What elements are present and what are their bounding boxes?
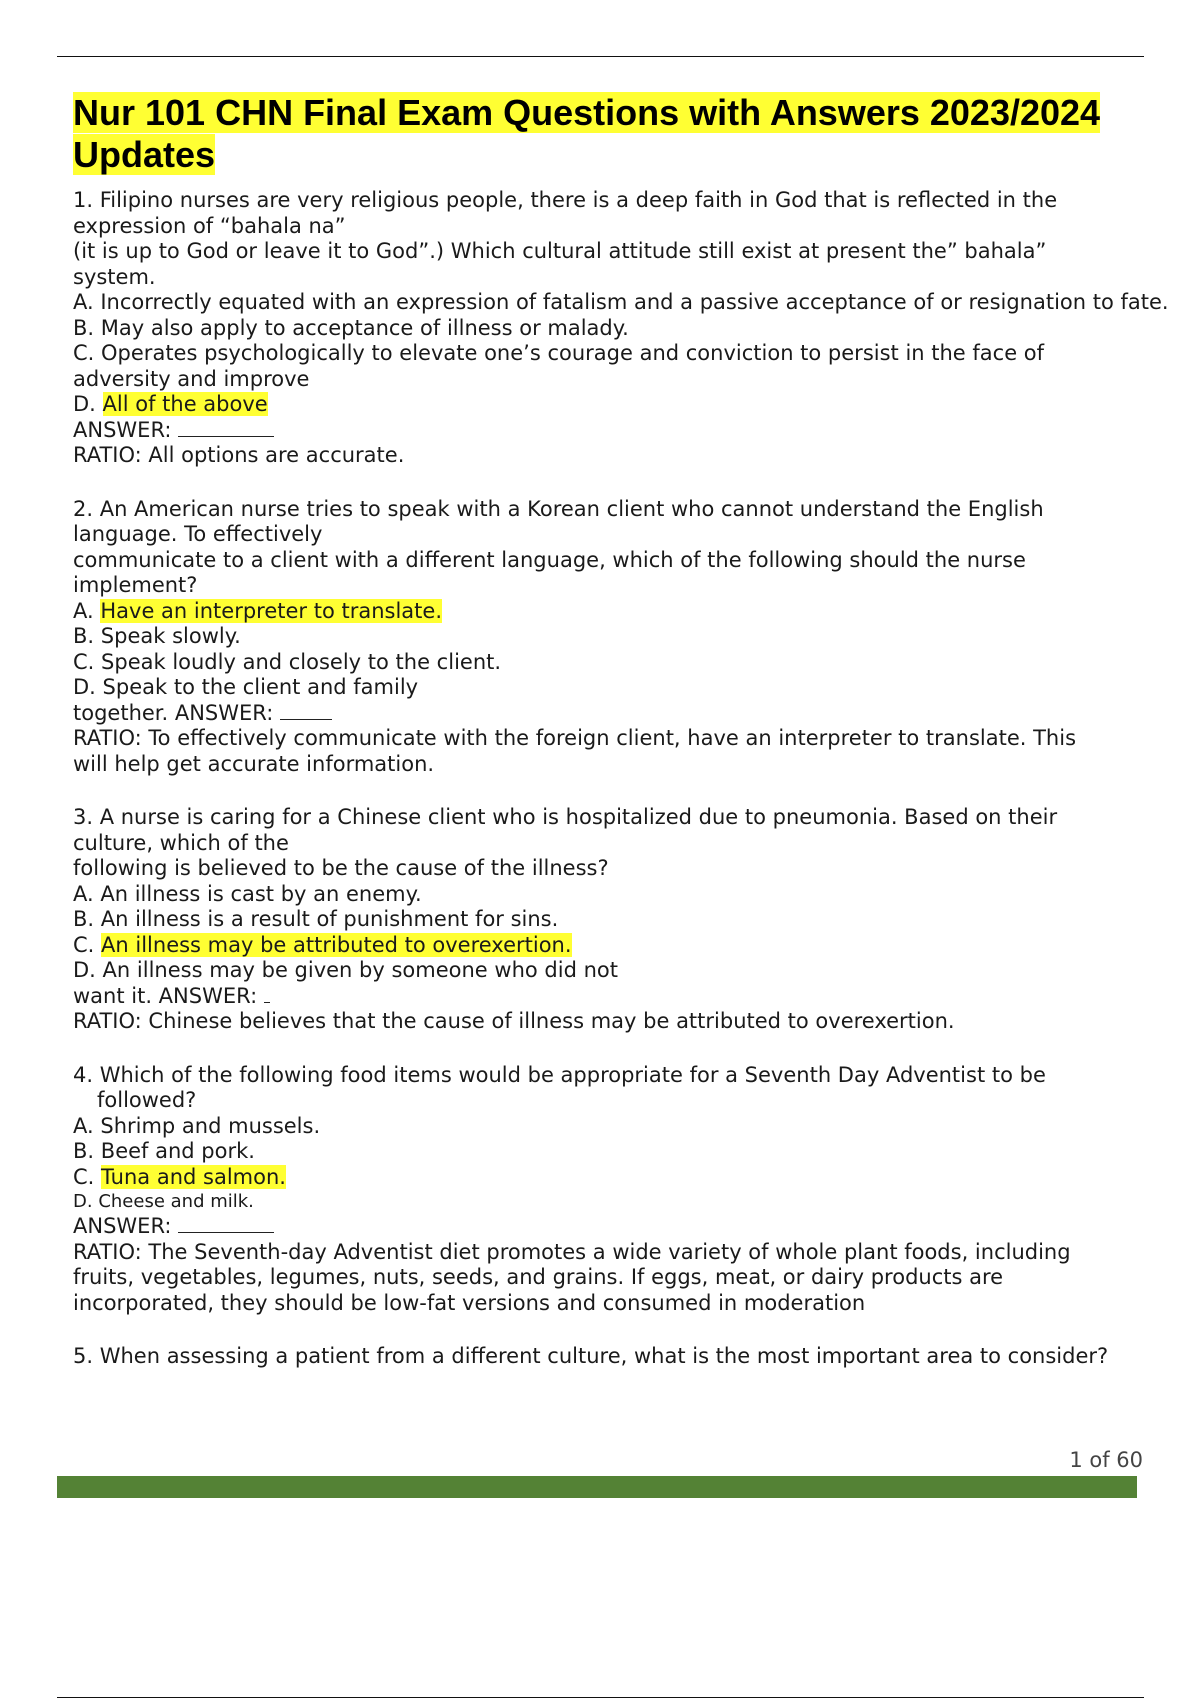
question-text-line: followed? bbox=[97, 1088, 197, 1112]
question-text-line: language. To effectively bbox=[73, 522, 323, 546]
ratio-text: incorporated, they should be low-fat versions and consumed in moderation bbox=[73, 1290, 866, 1315]
option-d: D. An illness may be given by someone who did not bbox=[73, 958, 618, 982]
bottom-rule bbox=[57, 1697, 1144, 1698]
question-1 bbox=[73, 188, 1173, 469]
option-a: A. Incorrectly equated with an expression of fatalism and a passive acceptance of or resignation to fate. bbox=[73, 290, 1169, 314]
option-c: C. Speak loudly and closely to the client. bbox=[73, 649, 502, 674]
question-text-line: 2. An American nurse tries to speak with a Korean client who cannot understand the English bbox=[73, 496, 1044, 521]
answer-line: together. ANSWER: bbox=[73, 701, 1173, 727]
document-title bbox=[73, 92, 1173, 176]
option-d: D. Speak to the client and family bbox=[73, 675, 419, 699]
option-d: D. Cheese and milk. bbox=[73, 1191, 254, 1212]
document-body bbox=[73, 92, 1173, 1398]
question-text-line: 4. Which of the following food items would be appropriate for a Seventh Day Adventist to be bbox=[73, 1062, 1046, 1087]
question-text-line: 5. When assessing a patient from a different culture, what is the most important area to consider? bbox=[73, 1344, 1109, 1368]
question-text-line: 3. A nurse is caring for a Chinese client who is hospitalized due to pneumonia. Based on their bbox=[73, 805, 1058, 829]
question-3 bbox=[73, 805, 1173, 1035]
option-c-continued: adversity and improve bbox=[73, 366, 310, 391]
question-text-line: culture, which of the bbox=[73, 830, 289, 855]
option-a: A. An illness is cast by an enemy. bbox=[73, 881, 422, 906]
top-rule bbox=[57, 56, 1144, 57]
option-c-correct: C. An illness may be attributed to overexertion. bbox=[73, 932, 572, 957]
option-c-correct: C. Tuna and salmon. bbox=[73, 1164, 286, 1189]
question-text-line: expression of “bahala na” bbox=[73, 213, 346, 238]
option-b: B. Speak slowly. bbox=[73, 624, 241, 648]
ratio-text: RATIO: The Seventh-day Adventist diet promotes a wide variety of whole plant foods, including bbox=[73, 1239, 1071, 1264]
option-c: C. Operates psychologically to elevate one’s courage and conviction to persist in the face of bbox=[73, 341, 1045, 365]
title-line-1: Nur 101 CHN Final Exam Questions with Answers 2023/2024 bbox=[73, 92, 1101, 133]
answer-line: ANSWER: bbox=[73, 1214, 1173, 1240]
ratio-text: will help get accurate information. bbox=[73, 751, 435, 776]
question-text-line: system. bbox=[73, 264, 156, 289]
answer-line: want it. ANSWER: bbox=[73, 984, 1173, 1010]
question-5 bbox=[73, 1344, 1173, 1370]
question-text-line: following is believed to be the cause of the illness? bbox=[73, 856, 609, 880]
option-d-correct: D. All of the above bbox=[73, 392, 268, 416]
answer-line: ANSWER: bbox=[73, 418, 1173, 444]
question-4 bbox=[73, 1063, 1173, 1317]
option-a: A. Shrimp and mussels. bbox=[73, 1113, 321, 1138]
footer-bar bbox=[57, 1476, 1137, 1498]
option-b: B. May also apply to acceptance of illness or malady. bbox=[73, 315, 629, 340]
question-text-line: communicate to a client with a different language, which of the following should the nurse bbox=[73, 547, 1026, 572]
page-number: 1 of 60 bbox=[1069, 1448, 1143, 1472]
option-b: B. Beef and pork. bbox=[73, 1139, 255, 1163]
question-text-line: 1. Filipino nurses are very religious people, there is a deep faith in God that is reflected in the bbox=[73, 188, 1058, 212]
question-text-line: implement? bbox=[73, 573, 198, 597]
question-text-line: (it is up to God or leave it to God”.) Which cultural attitude still exist at present the” bahala” bbox=[73, 239, 1047, 263]
ratio-text: RATIO: All options are accurate. bbox=[73, 443, 405, 467]
question-2 bbox=[73, 497, 1173, 778]
ratio-text: RATIO: Chinese believes that the cause of illness may be attributed to overexertion. bbox=[73, 1009, 955, 1033]
title-line-2: Updates bbox=[73, 134, 216, 175]
ratio-text: fruits, vegetables, legumes, nuts, seeds, and grains. If eggs, meat, or dairy products are bbox=[73, 1265, 1004, 1289]
option-a-correct: A. Have an interpreter to translate. bbox=[73, 598, 442, 623]
ratio-text: RATIO: To effectively communicate with the foreign client, have an interpreter to translate. This bbox=[73, 726, 1077, 750]
option-b: B. An illness is a result of punishment for sins. bbox=[73, 907, 559, 931]
